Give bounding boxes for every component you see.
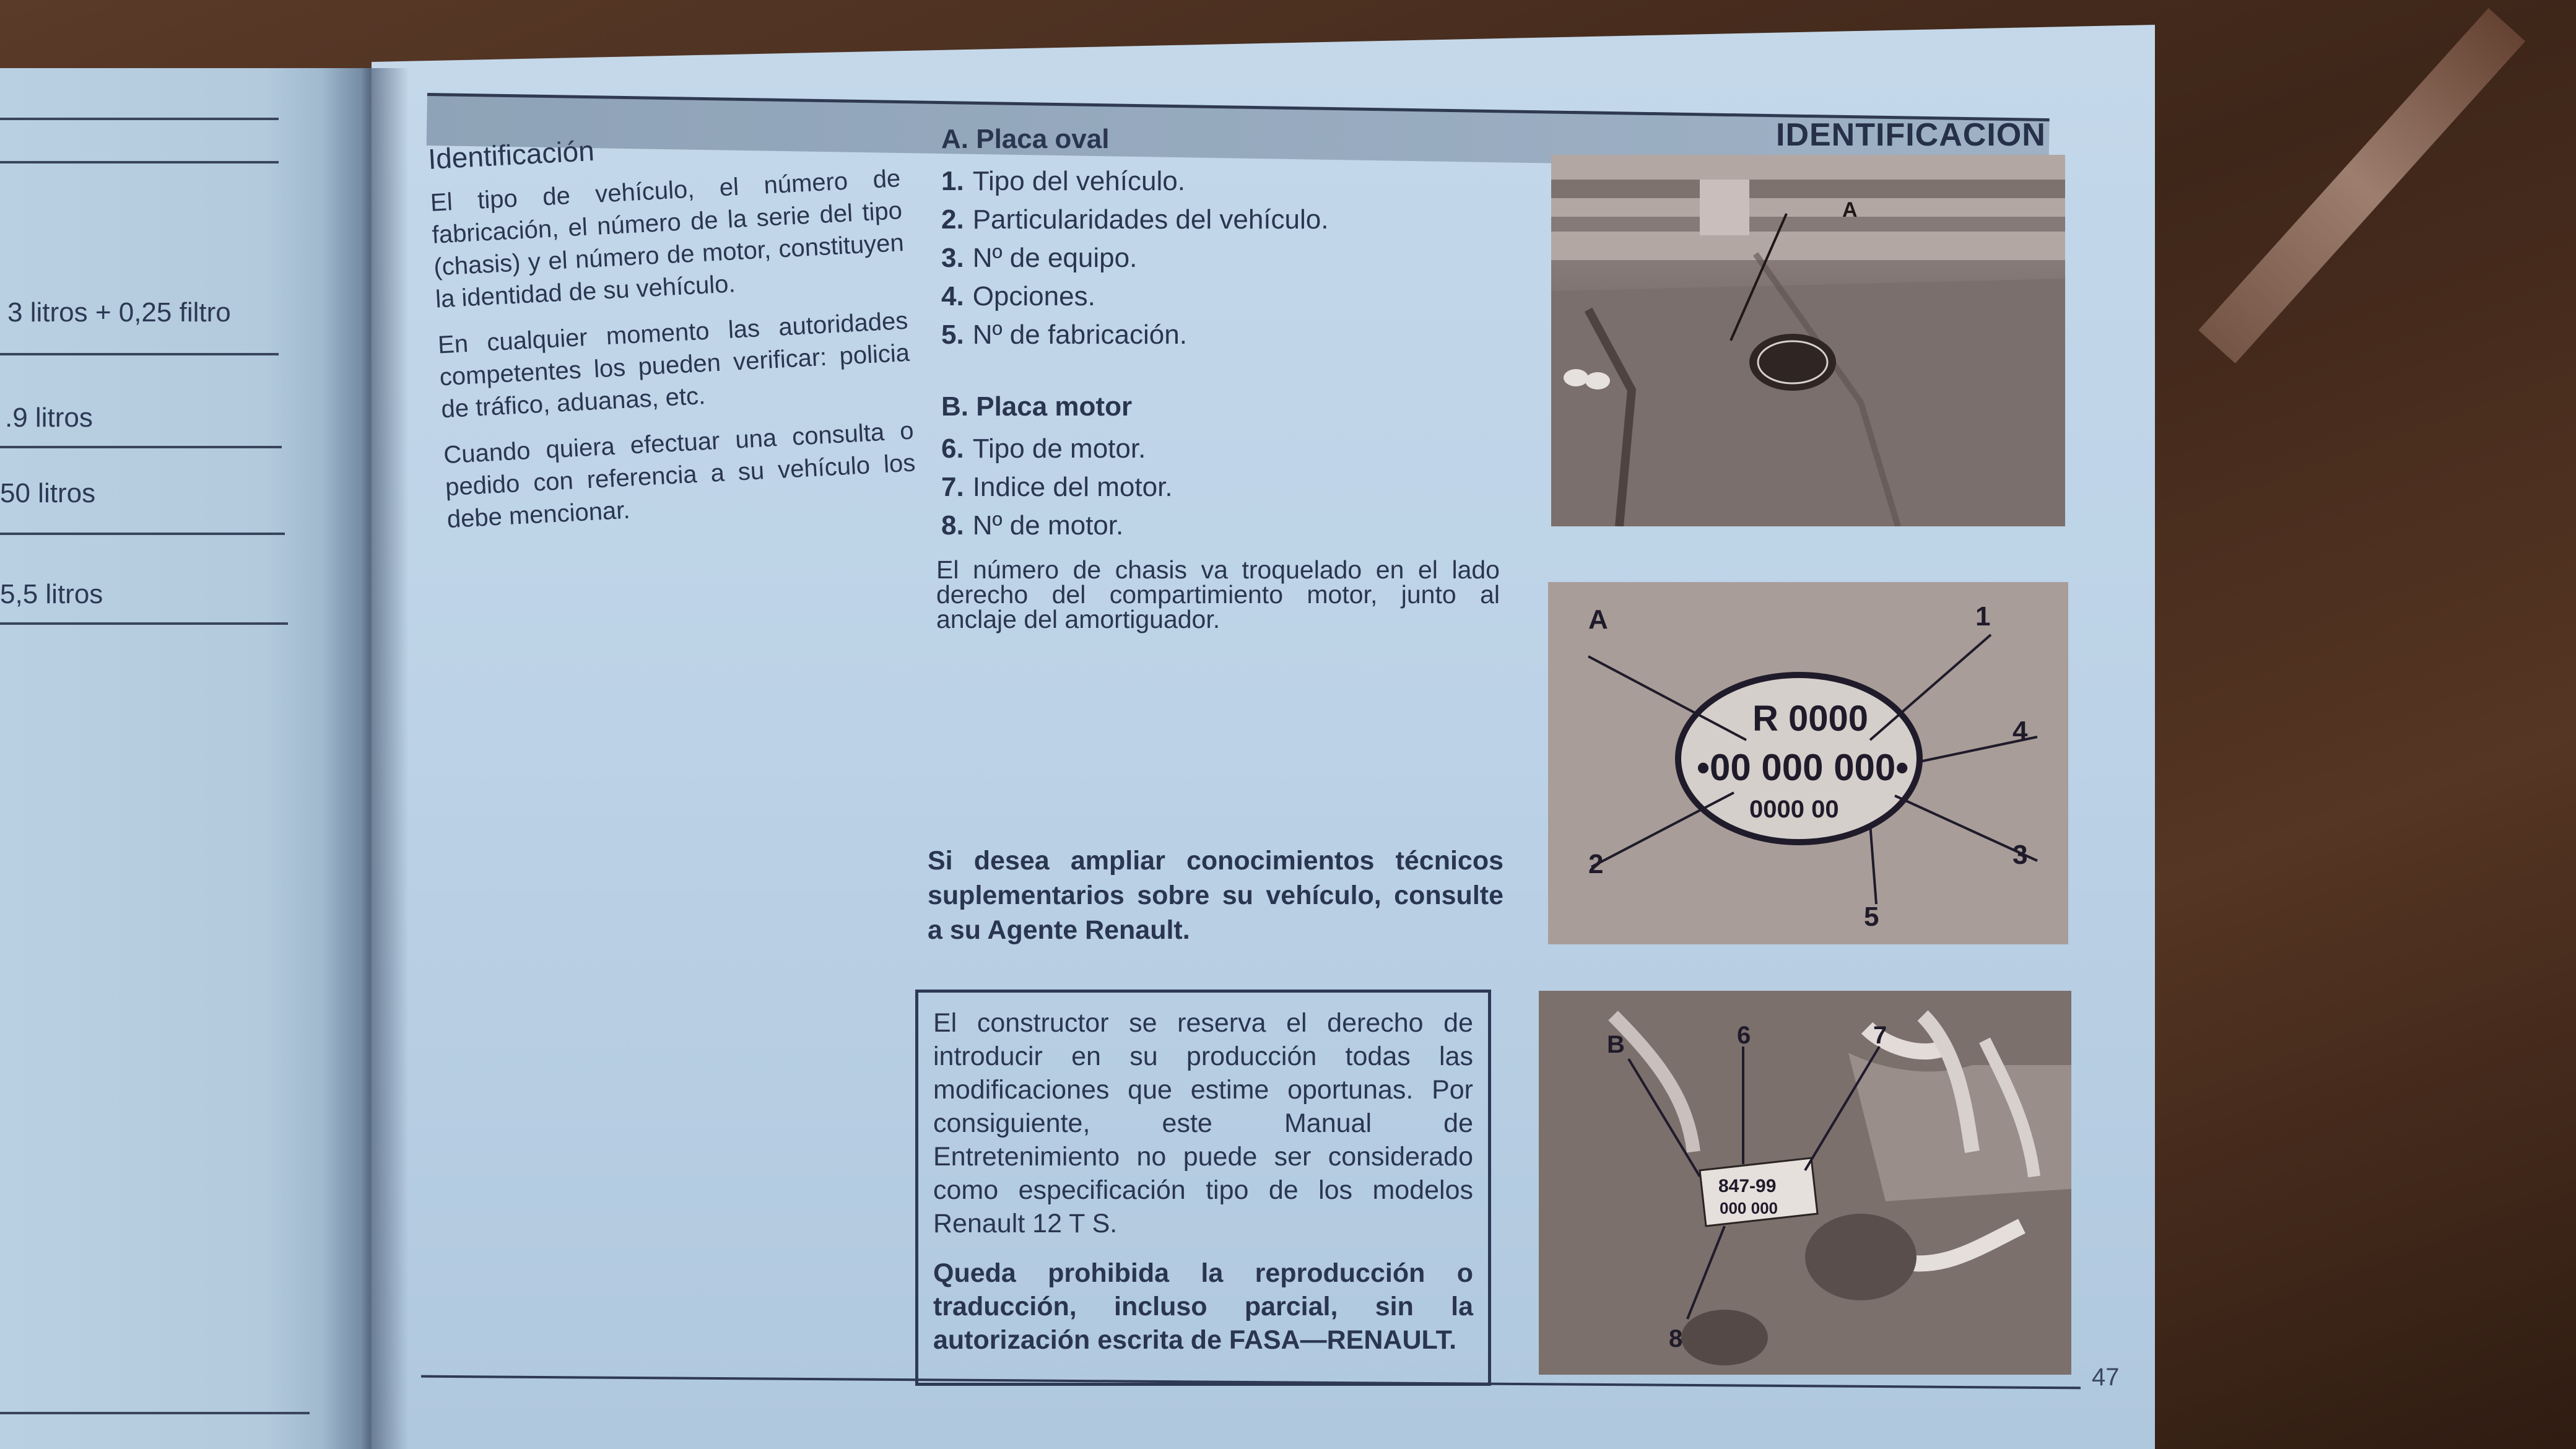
callout-3: 3 [2012,840,2028,870]
list-item: 7. Indice del motor. [941,472,1173,502]
engine-plate-line-2: 000 000 [1720,1199,1778,1217]
list-item: 5. Nº de fabricación. [941,320,1187,350]
notice-copyright: Queda prohibida la reproducción o traducción, incluso parcial, sin la autorización escrita de FASA—RENAULT. [933,1258,1473,1355]
left-rule [0,622,288,625]
list-item: 6. Tipo de motor. [941,433,1146,464]
callout-8: 8 [1669,1325,1683,1352]
list-item: 1. Tipo del vehículo. [941,166,1185,196]
left-row-4: 5,5 litros [0,579,103,609]
list-item: 2. Particularidades del vehículo. [941,204,1329,235]
plate-motor-heading: B. Placa motor [941,391,1133,422]
callout-1: 1 [1975,601,1991,632]
notice-box [915,990,1491,1386]
plates-column [941,124,1511,545]
plate-line-2: •00 000 000• [1697,747,1909,788]
notice-paragraph: El constructor se reserva el derecho de introducir en su producción todas las modificaciones que estime oportunas. Por consiguiente, este Manual de Entretenimiento no puede ser considerado como especificación tipo de los modelos Renault 12 T S. [933,1008,1473,1238]
left-rule [0,353,279,355]
left-rule [0,446,282,448]
engine-photo [1539,991,2071,1375]
oval-plate-illustration [1548,582,2068,944]
callout-5: 5 [1864,902,1879,932]
intro-column [427,118,918,549]
callout-a: A [1588,604,1608,635]
callout-4: 4 [2012,716,2028,746]
left-rule [0,533,285,535]
plate-line-3: 0000 00 [1749,796,1839,823]
callout-2: 2 [1588,849,1604,879]
callout-7: 7 [1873,1022,1887,1049]
plate-line-1: R 0000 [1752,698,1869,739]
intro-paragraph-3: Cuando quiera efectuar una consulta o pedido con referencia a su vehículo los debe mencionar. [443,417,916,534]
list-item: 3. Nº de equipo. [941,243,1138,273]
page-title: IDENTIFICACION [1776,117,2046,153]
callout-6: 6 [1737,1022,1751,1049]
left-rule [0,161,279,163]
left-row-3: 50 litros [0,478,96,508]
left-row-1: 3 litros + 0,25 filtro [7,297,231,328]
callout-a: A [1842,198,1858,222]
left-row-2: .9 litros [5,402,93,433]
intro-paragraph-2: En cualquier momento las autoridades competentes los pueden verificar: policia de tráfico, aduanas, etc. [437,307,910,424]
page-number: 47 [2092,1364,2120,1391]
list-item: 8. Nº de motor. [941,510,1124,541]
engine-illustration [1539,991,2071,1375]
list-item: 4. Opciones. [941,281,1095,311]
extra-info: Si desea ampliar conocimientos técnicos suplementarios sobre su vehículo, consulte a su Agente Renault. [928,846,1503,945]
chassis-note: El número de chasis va troquelado en el lado derecho del compartimiento motor, junto al anclaje del amortiguador. [936,555,1500,633]
engine-plate-line-1: 847-99 [1718,1176,1777,1196]
oval-plate-diagram [1548,582,2068,944]
intro-paragraph-1: El tipo de vehículo, el número de fabricación, el número de la serie del tipo (chasis) y el número de motor, constituyen la identidad de su vehículo. [429,165,905,313]
plate-oval-heading: A. Placa oval [941,124,1110,154]
engine-bay-illustration [1551,155,2065,526]
intro-heading: Identificación [427,134,595,175]
engine-bay-photo [1551,155,2065,526]
left-rule [0,1412,310,1414]
callout-b: B [1607,1031,1625,1058]
left-page [0,68,378,1449]
left-rule [0,118,279,120]
book-gutter [322,68,409,1449]
